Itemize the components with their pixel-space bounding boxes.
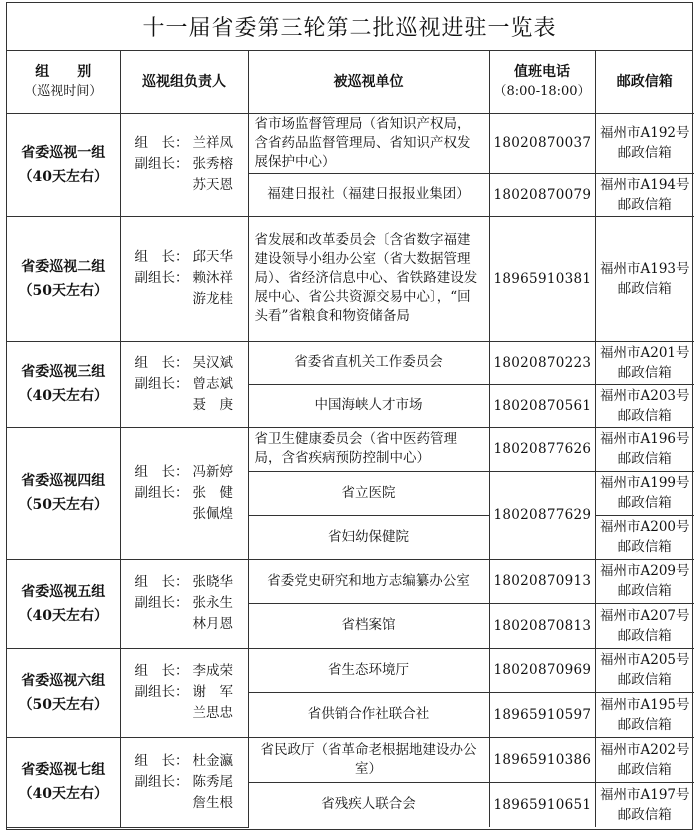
leader-role: 组 长：	[134, 752, 189, 769]
mailbox-suffix: 邮政信箱	[617, 539, 672, 555]
deputy-role: 副组长：	[134, 484, 189, 501]
deputy-name: 苏天恩	[192, 177, 233, 193]
header-phone-label: 值班电话	[514, 63, 570, 80]
deputy-name: 张秀榕	[192, 156, 233, 172]
leader-name: 兰祥凤	[192, 135, 233, 151]
inspected-unit: 省发展和改革委员会〔含省数字福建建设领导小组办公室（省大数据管理局）、省经济信息中心、省铁路建设发展中心、省公共资源交易中心〕，“回头看”省粮食和物资储备局	[248, 216, 489, 341]
table-row	[7, 427, 694, 471]
duty-phone: 18965910381	[489, 216, 595, 341]
leader-row	[135, 353, 244, 374]
duty-phone: 18020877629	[489, 471, 595, 559]
postal-mailbox	[595, 515, 694, 559]
mailbox-address: 福州市A201号	[599, 344, 690, 361]
table-header-row	[7, 51, 694, 113]
deputy-role: 副组长：	[134, 684, 189, 700]
postal-mailbox	[595, 216, 694, 341]
mailbox-address: 福州市A192号	[599, 125, 690, 141]
deputy-name: 兰思忠	[192, 705, 233, 721]
deputy-names	[193, 374, 234, 416]
deputy-names	[193, 268, 234, 310]
deputy-role: 副组长：	[134, 375, 189, 392]
deputy-row	[135, 682, 244, 724]
mailbox-suffix: 邮政信箱	[617, 451, 672, 467]
mailbox-suffix: 邮政信箱	[617, 364, 672, 381]
deputy-name: 陈秀尾	[192, 773, 233, 790]
leader-role: 组 长：	[134, 249, 189, 265]
inspected-unit: 省残疾人联合会	[248, 782, 489, 827]
duty-phone: 18020870223	[489, 341, 595, 384]
postal-mailbox	[595, 648, 694, 692]
leader-row	[135, 751, 244, 772]
header-group-label: 组 别	[35, 63, 92, 80]
leader-role: 组 长：	[134, 663, 189, 679]
inspection-table-sheet	[6, 2, 693, 830]
deputy-name: 谢 军	[192, 684, 233, 700]
deputy-name: 聂 庚	[192, 396, 233, 413]
mailbox-suffix: 邮政信箱	[617, 280, 672, 297]
group-name: 省委巡视五组	[21, 583, 106, 600]
mailbox-address: 福州市A207号	[599, 607, 690, 624]
leader-name: 杜金瀛	[192, 752, 233, 769]
group-cell	[7, 559, 120, 648]
mailbox-address: 福州市A200号	[599, 519, 690, 535]
mailbox-suffix: 邮政信箱	[617, 806, 672, 823]
header-group-sub: （巡视时间）	[24, 83, 103, 99]
group-cell	[7, 216, 120, 341]
leader-cell	[120, 648, 248, 737]
mailbox-suffix: 邮政信箱	[617, 672, 672, 688]
group-cell	[7, 648, 120, 737]
mailbox-suffix: 邮政信箱	[617, 495, 672, 511]
deputy-names	[193, 682, 234, 724]
table-row	[7, 559, 694, 603]
duty-phone: 18020870969	[489, 648, 595, 692]
header-phone-hours: （8:00-18:00）	[493, 83, 591, 99]
deputy-name: 游龙桂	[192, 291, 233, 307]
group-duration: （50天左右）	[18, 282, 108, 299]
mailbox-address: 福州市A199号	[599, 475, 690, 491]
leader-row	[135, 572, 244, 593]
mailbox-suffix: 邮政信箱	[617, 716, 672, 733]
duty-phone: 18020870913	[489, 559, 595, 603]
group-duration: （40天左右）	[18, 168, 108, 185]
leader-cell	[120, 737, 248, 827]
deputy-role: 副组长：	[134, 270, 189, 286]
mailbox-address: 福州市A203号	[599, 387, 690, 404]
header-leader: 巡视组负责人	[120, 51, 248, 113]
leader-role: 组 长：	[134, 574, 189, 590]
postal-mailbox	[595, 737, 694, 782]
deputy-row	[135, 483, 244, 525]
mailbox-address: 福州市A193号	[599, 260, 690, 277]
deputy-names	[193, 483, 234, 525]
mailbox-address: 福州市A196号	[599, 431, 690, 447]
leader-name: 张晓华	[192, 574, 233, 590]
deputy-names	[193, 772, 234, 814]
group-name: 省委巡视三组	[21, 364, 106, 380]
inspected-unit: 省卫生健康委员会（省中医药管理局，含省疾病预防控制中心）	[248, 427, 489, 471]
postal-mailbox	[595, 113, 694, 173]
deputy-row	[135, 593, 244, 635]
postal-mailbox	[595, 341, 694, 384]
inspected-unit: 省档案馆	[248, 603, 489, 648]
leader-role: 组 长：	[134, 354, 189, 371]
deputy-name: 詹生根	[192, 794, 233, 811]
leader-role: 组 长：	[134, 135, 189, 151]
deputy-role: 副组长：	[134, 595, 189, 611]
mailbox-suffix: 邮政信箱	[617, 407, 672, 424]
postal-mailbox	[595, 603, 694, 648]
leader-name: 吴汉斌	[192, 354, 233, 371]
inspected-unit: 省妇幼保健院	[248, 515, 489, 559]
group-name: 省委巡视一组	[21, 144, 106, 161]
group-name: 省委巡视二组	[21, 258, 106, 275]
group-cell	[7, 737, 120, 827]
mailbox-address: 福州市A205号	[599, 652, 690, 668]
mailbox-suffix: 邮政信箱	[617, 583, 672, 599]
group-name: 省委巡视七组	[21, 762, 106, 778]
header-phone	[489, 51, 595, 113]
inspected-unit: 省民政厅（省革命老根据地建设办公室）	[248, 737, 489, 782]
deputy-row	[135, 154, 244, 196]
inspected-unit: 省立医院	[248, 471, 489, 515]
header-unit: 被巡视单位	[248, 51, 489, 113]
duty-phone: 18965910651	[489, 782, 595, 827]
header-group	[7, 51, 120, 113]
leader-name: 冯新婷	[192, 463, 233, 480]
mailbox-address: 福州市A194号	[599, 176, 690, 193]
mailbox-address: 福州市A195号	[599, 696, 690, 713]
page-title: 十一届省委第三轮第二批巡视进驻一览表	[7, 3, 692, 51]
table-row	[7, 113, 694, 173]
leader-row	[135, 133, 244, 154]
mailbox-suffix: 邮政信箱	[617, 145, 672, 161]
header-mailbox: 邮政信箱	[595, 51, 694, 113]
inspected-unit: 省委党史研究和地方志编纂办公室	[248, 559, 489, 603]
table-row	[7, 341, 694, 384]
mailbox-address: 福州市A197号	[599, 786, 690, 803]
group-duration: （50天左右）	[18, 497, 108, 513]
duty-phone: 18020870561	[489, 384, 595, 427]
postal-mailbox	[595, 384, 694, 427]
postal-mailbox	[595, 692, 694, 737]
group-duration: （40天左右）	[18, 388, 108, 404]
leader-row	[135, 462, 244, 483]
group-duration: （40天左右）	[18, 786, 108, 802]
inspected-unit: 中国海峡人才市场	[248, 384, 489, 427]
group-cell	[7, 113, 120, 216]
deputy-role: 副组长：	[134, 773, 189, 790]
table-row	[7, 216, 694, 341]
leader-row	[135, 247, 244, 268]
inspected-unit: 福建日报社（福建日报报业集团）	[248, 173, 489, 216]
leader-cell	[120, 113, 248, 216]
postal-mailbox	[595, 471, 694, 515]
postal-mailbox	[595, 173, 694, 216]
deputy-name: 曾志斌	[192, 375, 233, 392]
duty-phone: 18020870037	[489, 113, 595, 173]
leader-name: 邱天华	[192, 249, 233, 265]
leader-cell	[120, 559, 248, 648]
deputy-name: 张佩煌	[192, 505, 233, 522]
duty-phone: 18020870813	[489, 603, 595, 648]
deputy-role: 副组长：	[134, 156, 189, 172]
postal-mailbox	[595, 782, 694, 827]
inspected-unit: 省供销合作社联合社	[248, 692, 489, 737]
group-duration: （50天左右）	[18, 696, 108, 713]
inspected-unit: 省市场监督管理局（省知识产权局，含省药品监督管理局、省知识产权发展保护中心）	[248, 113, 489, 173]
leader-cell	[120, 427, 248, 559]
deputy-names	[193, 593, 234, 635]
postal-mailbox	[595, 427, 694, 471]
leader-cell	[120, 341, 248, 427]
leader-cell	[120, 216, 248, 341]
mailbox-suffix: 邮政信箱	[617, 627, 672, 644]
deputy-row	[135, 268, 244, 310]
leader-name: 李成荣	[192, 663, 233, 679]
duty-phone: 18020877626	[489, 427, 595, 471]
mailbox-suffix: 邮政信箱	[617, 761, 672, 778]
inspection-table	[7, 51, 694, 828]
postal-mailbox	[595, 559, 694, 603]
group-cell	[7, 341, 120, 427]
deputy-row	[135, 772, 244, 814]
duty-phone: 18965910386	[489, 737, 595, 782]
duty-phone: 18965910597	[489, 692, 595, 737]
table-row	[7, 648, 694, 692]
deputy-name: 张永生	[192, 595, 233, 611]
mailbox-address: 福州市A209号	[599, 563, 690, 579]
mailbox-suffix: 邮政信箱	[617, 196, 672, 213]
group-cell	[7, 427, 120, 559]
group-name: 省委巡视六组	[21, 672, 106, 689]
deputy-name: 林月恩	[192, 616, 233, 632]
deputy-name: 张 健	[192, 484, 233, 501]
inspected-unit: 省委省直机关工作委员会	[248, 341, 489, 384]
table-row	[7, 737, 694, 782]
mailbox-address: 福州市A202号	[599, 741, 690, 758]
duty-phone: 18020870079	[489, 173, 595, 216]
deputy-row	[135, 374, 244, 416]
leader-row	[135, 661, 244, 682]
deputy-names	[193, 154, 234, 196]
group-name: 省委巡视四组	[21, 473, 106, 489]
inspected-unit: 省生态环境厅	[248, 648, 489, 692]
deputy-name: 赖沐祥	[192, 270, 233, 286]
leader-role: 组 长：	[134, 463, 189, 480]
group-duration: （40天左右）	[18, 607, 108, 624]
